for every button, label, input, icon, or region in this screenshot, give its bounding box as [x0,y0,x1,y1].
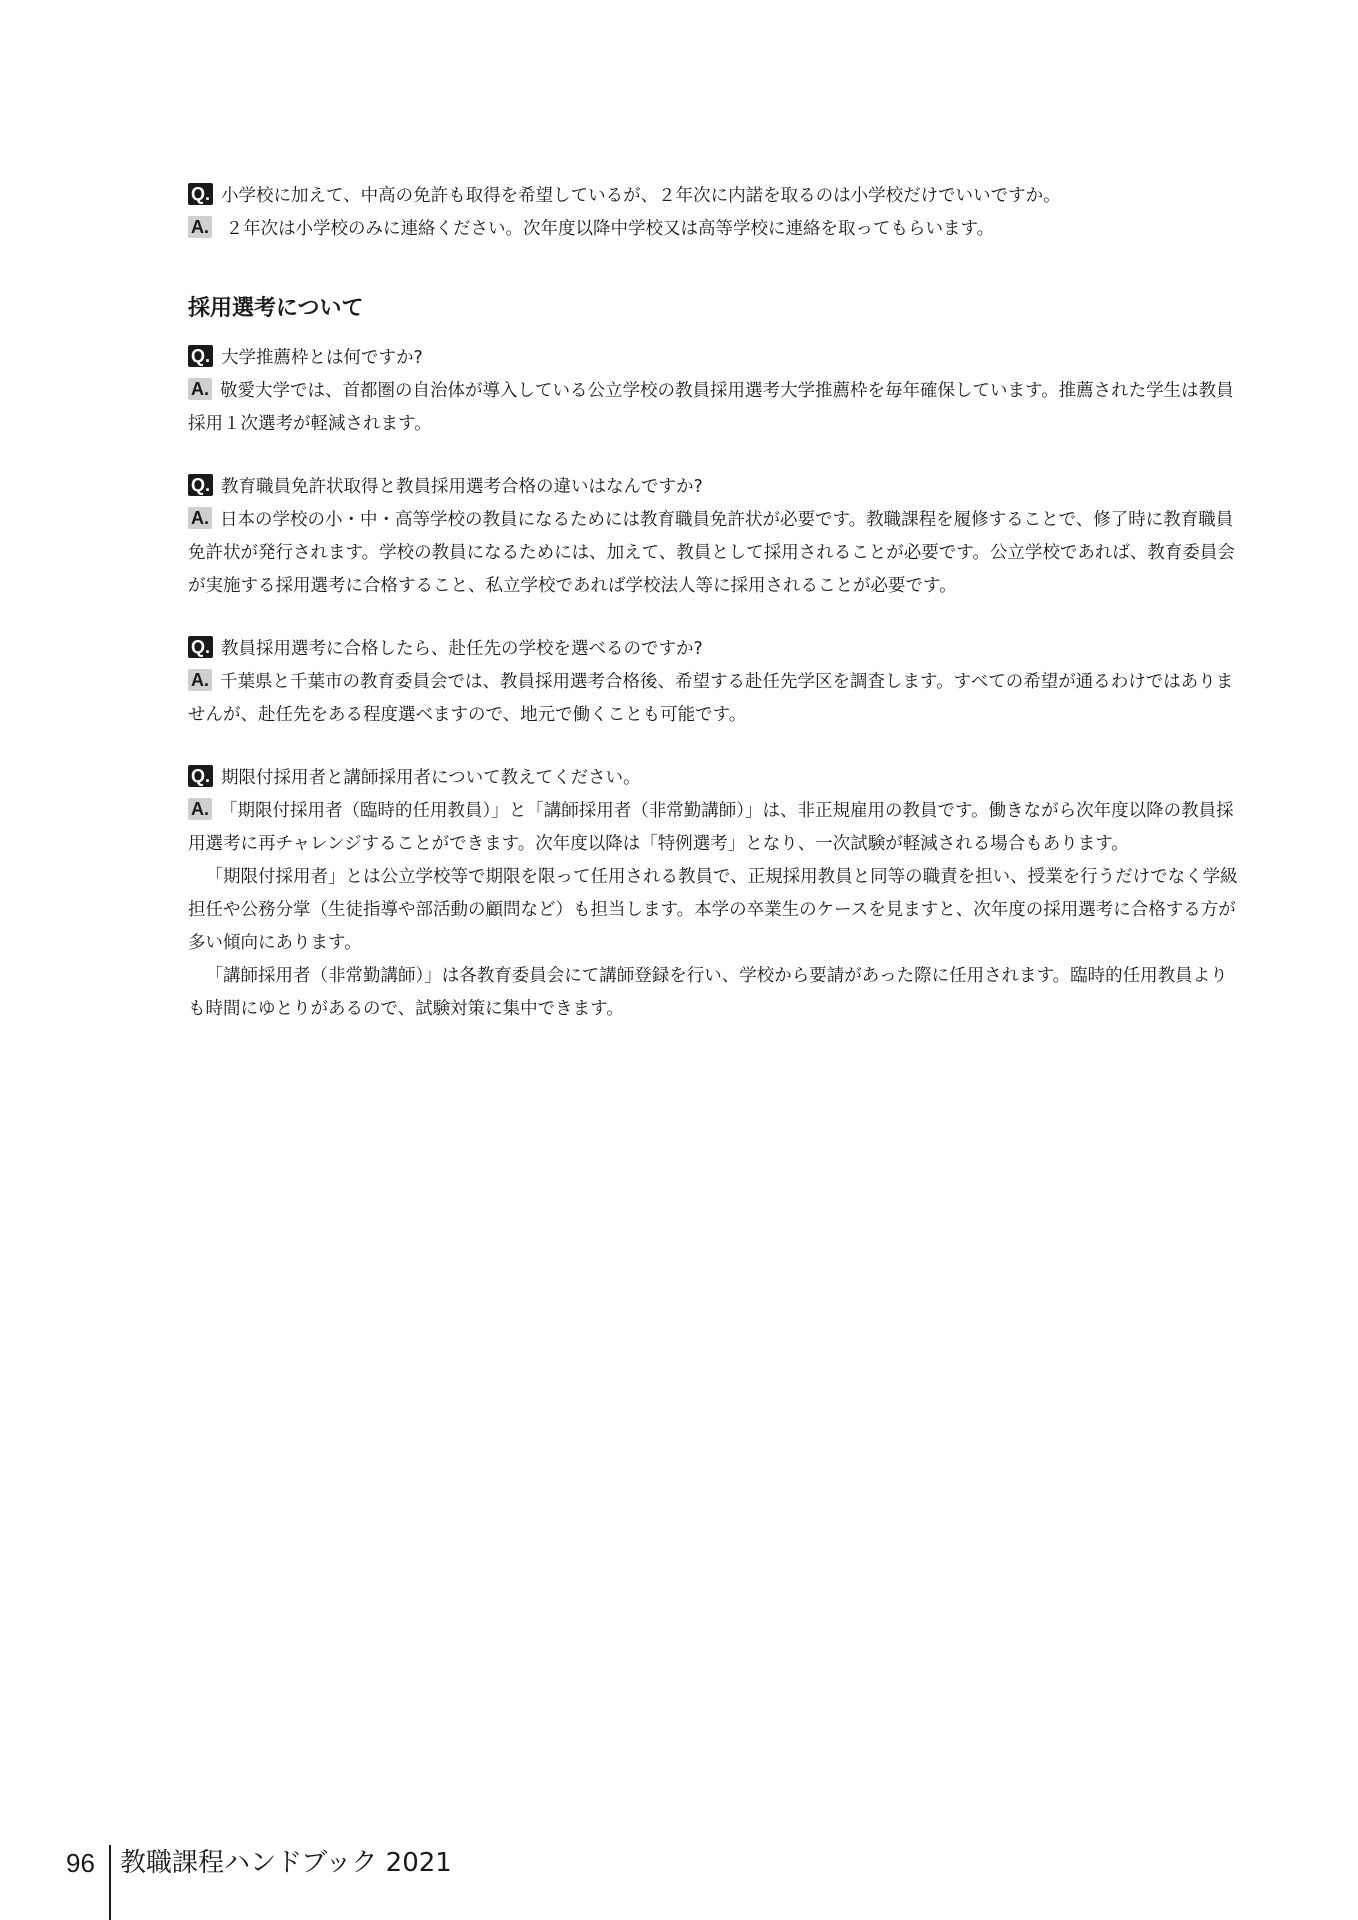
a-badge: A. [188,798,212,820]
question-text: 教育職員免許状取得と教員採用選考合格の違いはなんですか? [221,477,703,497]
answer [188,375,1238,441]
answer [188,213,1238,246]
a-badge: A. [188,669,212,691]
answer [188,666,1238,732]
answer-text: 敬愛大学では、首都圏の自治体が導入している公立学校の教員採用選考大学推薦枠を毎年確保しています。推薦された学生は教員採用１次選考が軽減されます。 [188,381,1234,434]
qa-block-naidaku [188,180,1238,246]
a-badge: A. [188,507,212,529]
question-text: 教員採用選考に合格したら、赴任先の学校を選べるのですか? [221,639,703,659]
section-heading: 採用選考について [188,296,364,321]
q-badge: Q. [188,345,213,367]
question [188,471,1238,504]
q-badge: Q. [188,636,213,658]
page-number: 96 [66,1848,95,1878]
a-badge: A. [188,216,212,238]
qa-block-kigentsuki [188,762,1238,1026]
footer-title: 教職課程ハンドブック 2021 [120,1848,452,1878]
question-text: 小学校に加えて、中高の免許も取得を希望しているが、２年次に内諾を取るのは小学校だけでいいですか。 [221,186,1061,206]
answer [188,504,1238,603]
question [188,342,1238,375]
question [188,633,1238,666]
qa-block-funinsaki [188,633,1238,732]
question [188,762,1238,795]
q-badge: Q. [188,183,213,205]
answer-paragraph: 「期限付採用者」とは公立学校等で期限を限って任用される教員で、正規採用教員と同等の職責を担い、授業を行うだけでなく学級担任や公務分掌（生徒指導や部活動の顧問など）も担当します。本学の卒業生のケースを見ますと、次年度の採用選考に合格する方が多い傾向にあります。 [188,867,1238,953]
answer-text: 千葉県と千葉市の教育委員会では、教員採用選考合格後、希望する赴任先学区を調査します。すべての希望が通るわけではありませんが、赴任先をある程度選べますので、地元で働くことも可能です。 [188,672,1234,725]
answer-text: 日本の学校の小・中・高等学校の教員になるためには教育職員免許状が必要です。教職課程を履修することで、修了時に教育職員免許状が発行されます。学校の教員になるためには、加えて、教員として採用されることが必要です。公立学校であれば、教育委員会が実施する採用選考に合格すること、私立学校であれば学校法人等に採用されることが必要です。 [188,510,1235,596]
question-text: 期限付採用者と講師採用者について教えてください。 [221,768,641,788]
q-badge: Q. [188,474,213,496]
q-badge: Q. [188,765,213,787]
answer-text: ２年次は小学校のみに連絡ください。次年度以降中学校又は高等学校に連絡を取ってもらいます。 [220,219,995,239]
footer-divider [109,1845,111,1920]
answer-text: 「期限付採用者（臨時的任用教員）」と「講師採用者（非常勤講師）」は、非正規雇用の教員です。働きながら次年度以降の教員採用選考に再チャレンジすることができます。次年度以降は「特例選考」となり、一次試験が軽減される場合もあります。 [188,801,1234,854]
qa-block-suisen [188,342,1238,441]
a-badge: A. [188,378,212,400]
question-text: 大学推薦枠とは何ですか? [221,348,423,368]
answer [188,795,1238,861]
question [188,180,1238,213]
qa-block-menkyo [188,471,1238,603]
answer-paragraph: 「講師採用者（非常勤講師）」は各教育委員会にて講師登録を行い、学校から要請があった際に任用されます。臨時的任用教員よりも時間にゆとりがあるので、試験対策に集中できます。 [188,966,1228,1019]
